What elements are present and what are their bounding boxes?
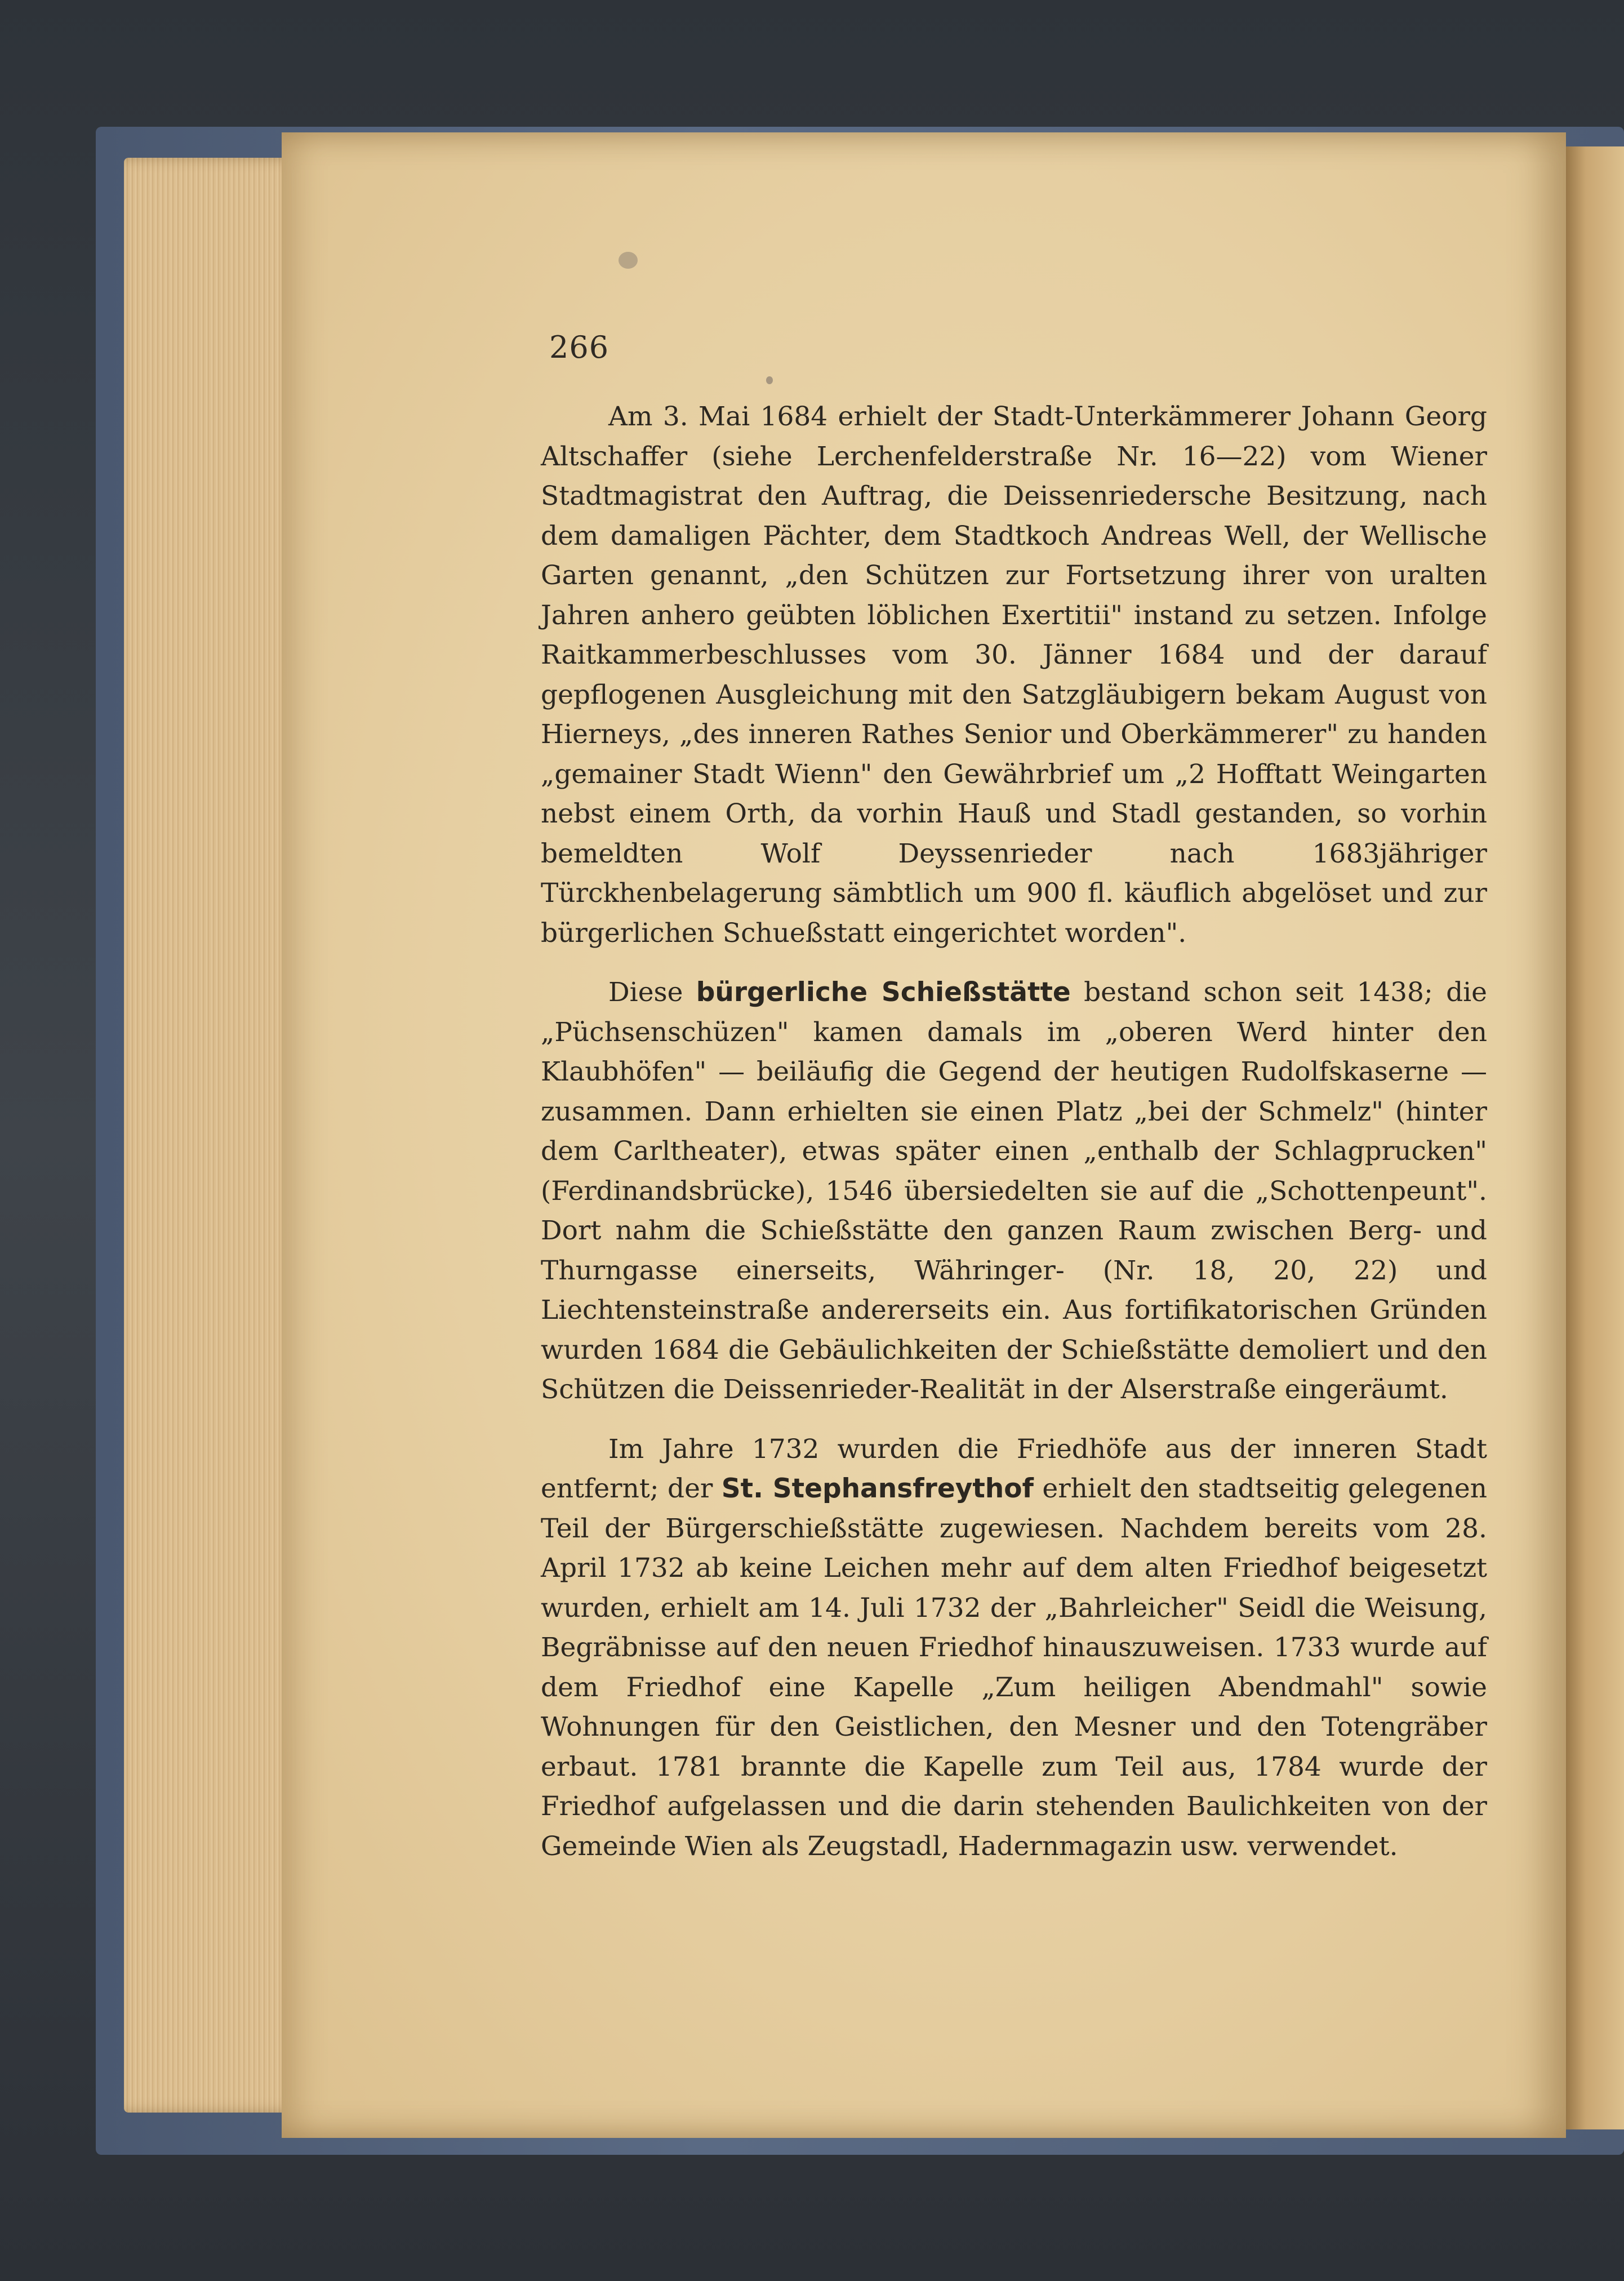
paragraph-2-lead: Diese [608, 977, 696, 1008]
body-text [541, 397, 1487, 1886]
paragraph-2-body: bestand schon seit 1438; die „Püchsenschüzen" kamen damals im „oberen Werd hinter den Klaubhöfen" — beiläufig die Gegend der heutigen Rudolfskaserne — zusammen. Dann erhielten sie einen Platz „bei der Schmelz" (hinter dem Carltheater), etwas später einen „enthalb der Schlagprucken" (Ferdinandsbrücke), 1546 übersiedelten sie auf die „Schottenpeunt". Dort nahm die Schießstätte den ganzen Raum zwischen Berg- und Thurngasse einerseits, Währinger- (Nr. 18, 20, 22) und Liechtensteinstraße andererseits ein. Aus fortifikatorischen Gründen wurden 1684 die Gebäulichkeiten der Schießstätte demoliert und den Schützen die Deissenrieder-Realität in der Alserstraße eingeräumt. [541, 977, 1488, 1405]
page-number: 266 [549, 330, 609, 365]
facing-page-edge [1560, 146, 1624, 2129]
paragraph-3-lead: Im Jahre 1732 wurden die Friedhöfe aus der inneren Stadt entfernt; der [541, 1433, 1487, 1504]
paragraph-2 [541, 973, 1487, 1410]
paper-speck [766, 376, 773, 384]
heading-buergerliche-schiessstaette: bürgerliche Schießstätte [696, 977, 1071, 1008]
paper-speck [619, 252, 638, 269]
paragraph-1: Am 3. Mai 1684 erhielt der Stadt-Unterkämmerer Johann Georg Altschaffer (siehe Lerchenfelderstraße Nr. 16—22) vom Wiener Stadtmagistrat den Auftrag, die Deissenriedersche Besitzung, nach dem damaligen Pächter, dem Stadtkoch Andreas Well, der Wellische Garten genannt, „den Schützen zur Fortsetzung ihrer von uralten Jahren anhero geübten löblichen Exertitii" instand zu setzen. Infolge Raitkammerbeschlusses vom 30. Jänner 1684 und der darauf gepflogenen Ausgleichung mit den Satzgläubigern bekam August von Hierneys, „des inneren Rathes Senior und Oberkämmerer" zu handen „gemainer Stadt Wienn" den Gewährbrief um „2 Hofftatt Weingarten nebst einem Orth, da vorhin Hauß und Stadl gestanden, so vorhin bemeldten Wolf Deyssenrieder nach 1683jähriger Türckhenbelagerung sämbtlich um 900 fl. käuflich abgelöset und zur bürgerlichen Schueßstatt eingerichtet worden". [541, 401, 1487, 949]
paragraph-3 [541, 1430, 1487, 1867]
heading-st-stephansfreythof: St. Stephansfreythof [721, 1473, 1034, 1504]
paragraph-3-body: erhielt den stadtseitig gelegenen Teil der Bürgerschießstätte zugewiesen. Nachdem bereits vom 28. April 1732 ab keine Leichen mehr auf dem alten Friedhof beigesetzt wurden, erhielt am 14. Juli 1732 der „Bahrleicher" Seidl die Weisung, Begräbnisse auf den neuen Friedhof hinauszuweisen. 1733 wurde auf dem Friedhof eine Kapelle „Zum heiligen Abendmahl" sowie Wohnungen für den Geistlichen, den Mesner und den Totengräber erbaut. 1781 brannte die Kapelle zum Teil aus, 1784 wurde der Friedhof aufgelassen und die darin stehenden Baulichkeiten von der Gemeinde Wien als Zeugstadl, Hadernmagazin usw. verwendet. [541, 1473, 1487, 1862]
